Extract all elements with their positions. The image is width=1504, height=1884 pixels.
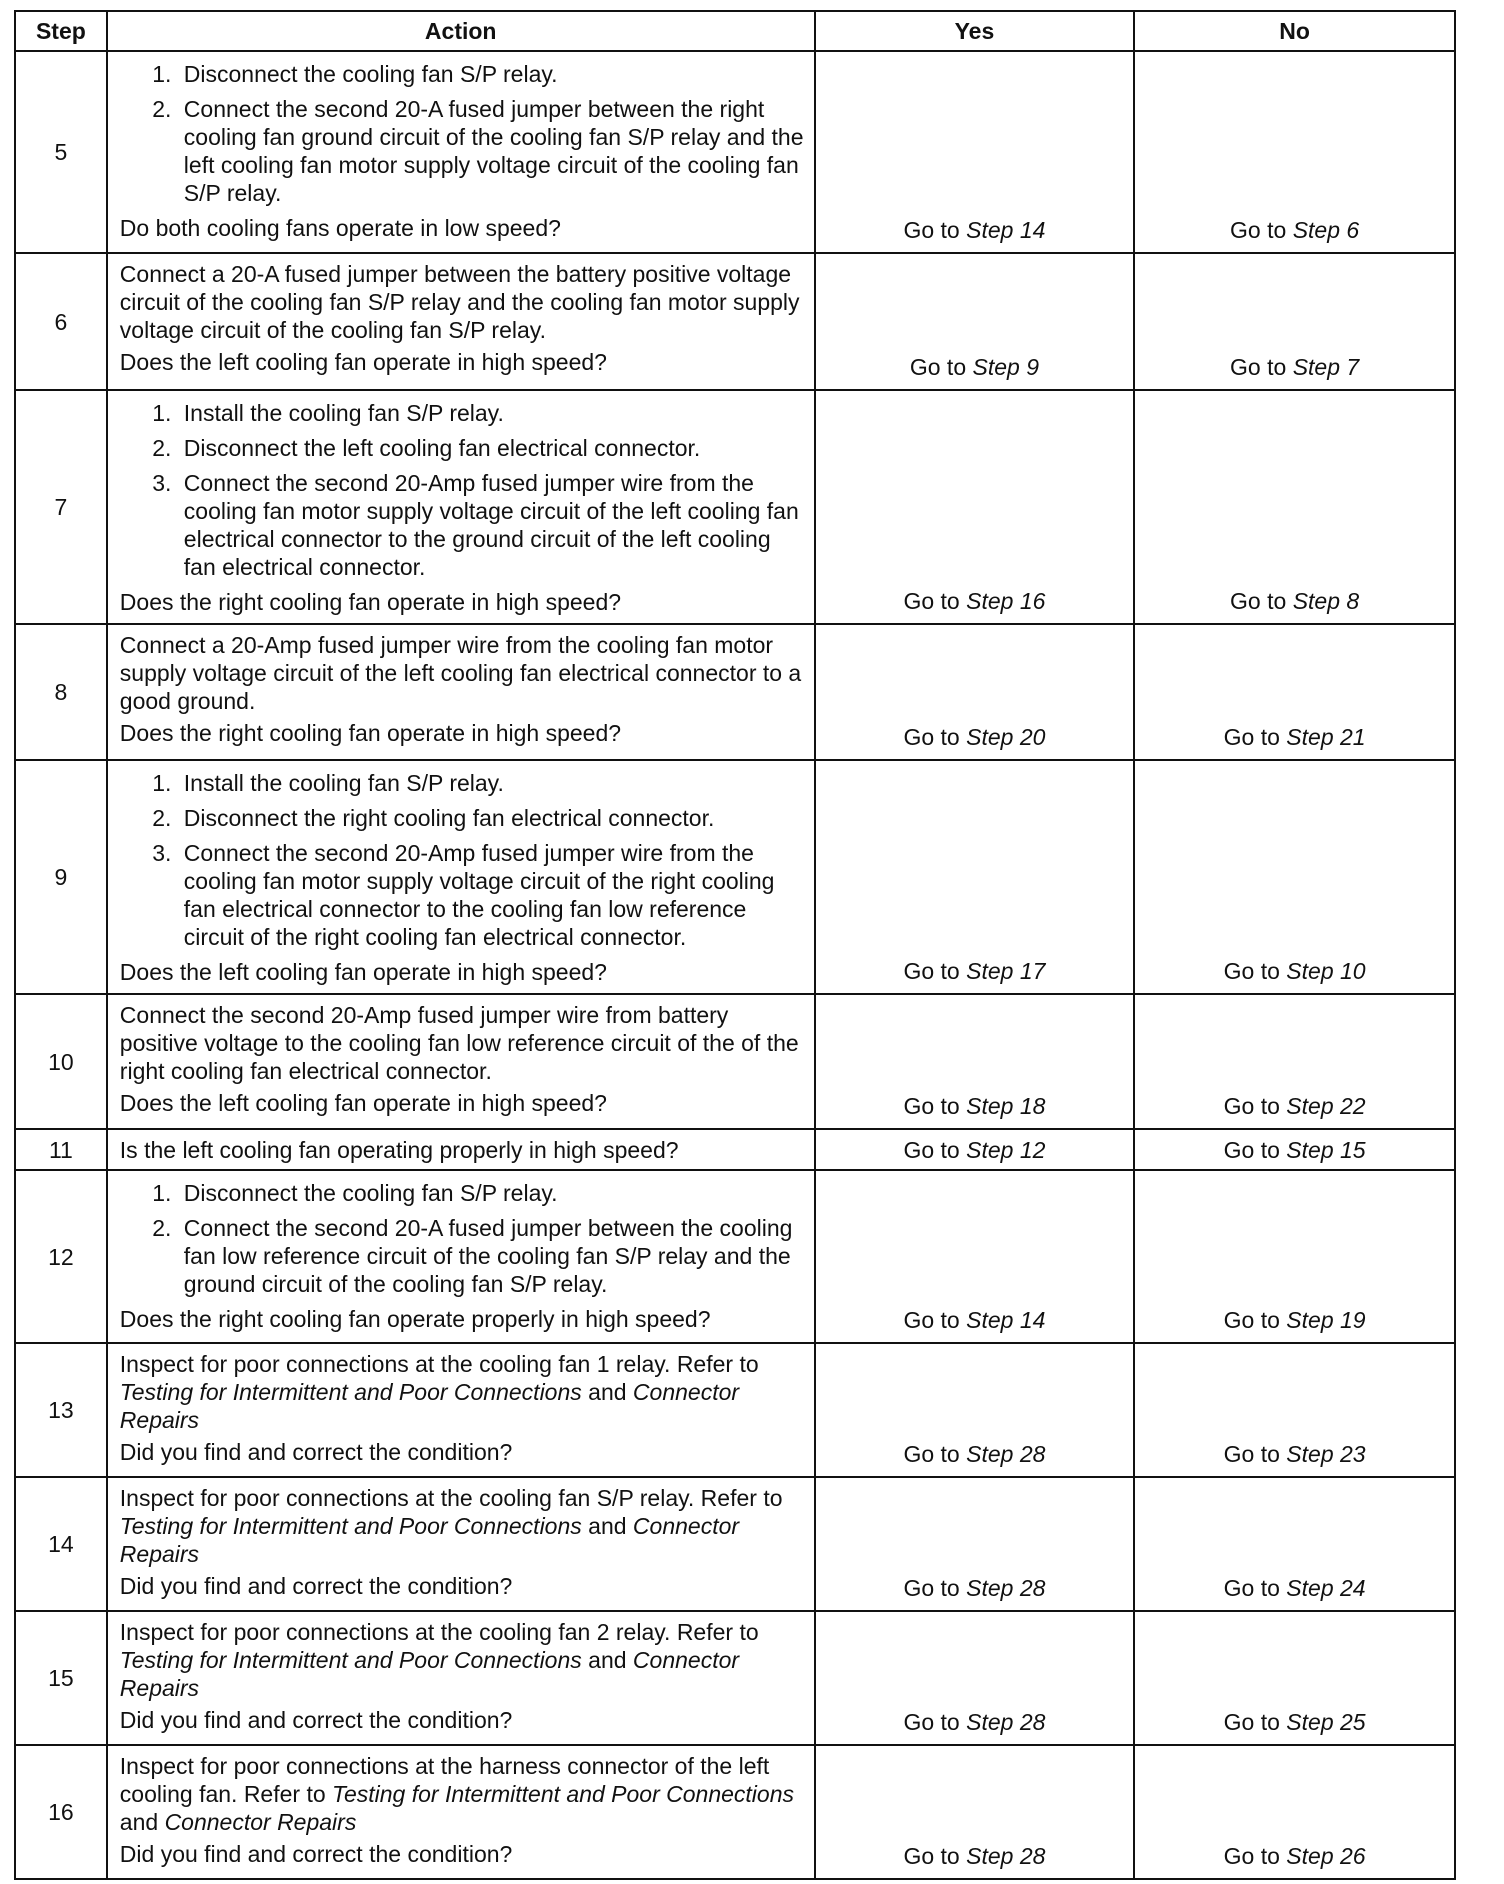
goto-text: Go to	[1230, 354, 1287, 380]
action-cell	[107, 51, 815, 253]
step-link: Step 15	[1286, 1136, 1366, 1163]
step-link: Step 8	[1292, 588, 1360, 614]
action-cell	[107, 1170, 815, 1343]
reference-link: Testing for Intermittent and Poor Connections	[119, 1379, 582, 1405]
yes-cell	[815, 1477, 1135, 1611]
goto-text: Go to	[903, 1843, 960, 1869]
action-text	[120, 1618, 804, 1702]
goto-text: Go to	[909, 354, 967, 380]
table-row	[15, 1343, 1455, 1477]
step-link: Step 6	[1292, 217, 1360, 243]
conjunction: and	[119, 1809, 159, 1835]
yes-cell	[815, 760, 1135, 994]
action-list	[120, 769, 804, 951]
action-text	[120, 1752, 804, 1836]
yes-cell	[815, 253, 1135, 390]
question: Did you find and correct the condition?	[119, 1707, 513, 1733]
step-link: Step 28	[966, 1441, 1046, 1467]
action-text	[120, 1484, 804, 1568]
no-cell	[1134, 624, 1455, 760]
step-number: 6	[15, 253, 107, 390]
goto-text: Go to	[903, 1307, 960, 1333]
conjunction: and	[588, 1647, 627, 1673]
action-text: Connect a 20-A fused jumper between the battery positive voltage circuit of the cooling fan S/P relay and the cooling fan motor supply voltage circuit of the cooling fan S/P relay.	[119, 261, 800, 343]
list-item: 3. Connect the second 20-Amp fused jumper wire from the cooling fan motor supply voltage circuit of the left cooling fan electrical connector to the ground circuit of the left cooling fan electrical connector.	[178, 469, 804, 581]
step-link: Step 23	[1286, 1441, 1366, 1467]
question: Did you find and correct the condition?	[119, 1841, 513, 1867]
step-number: 13	[15, 1343, 107, 1477]
yes-cell	[815, 51, 1135, 253]
list-item: 1. Disconnect the cooling fan S/P relay.	[178, 1179, 804, 1207]
conjunction: and	[588, 1379, 627, 1405]
question: Does the left cooling fan operate in high speed?	[119, 349, 607, 375]
goto-text: Go to	[903, 588, 960, 614]
goto-text: Go to	[903, 1136, 960, 1163]
no-cell	[1134, 51, 1455, 253]
goto-text: Go to	[1230, 217, 1287, 243]
step-number: 5	[15, 51, 107, 253]
yes-cell	[815, 390, 1135, 624]
reference-link: Connector Repairs	[119, 1379, 740, 1433]
question: Did you find and correct the condition?	[119, 1573, 513, 1599]
yes-cell	[815, 1745, 1135, 1879]
action-cell	[107, 760, 815, 994]
table-row	[15, 390, 1455, 624]
question: Do both cooling fans operate in low speed?	[119, 215, 561, 241]
yes-cell	[815, 994, 1135, 1129]
header-no: No	[1134, 11, 1455, 51]
action-list	[120, 60, 804, 207]
no-cell	[1134, 1477, 1455, 1611]
no-cell	[1134, 760, 1455, 994]
goto-text: Go to	[1223, 1575, 1280, 1601]
no-cell	[1134, 1611, 1455, 1745]
list-item: 1. Install the cooling fan S/P relay.	[178, 399, 804, 427]
reference-link: Connector Repairs	[119, 1647, 740, 1701]
table-row	[15, 1477, 1455, 1611]
goto-text: Go to	[1223, 724, 1280, 750]
goto-text: Go to	[903, 1575, 960, 1601]
action-text: Connect a 20-Amp fused jumper wire from the cooling fan motor supply voltage circuit of the left cooling fan electrical connector to a good ground.	[119, 632, 802, 714]
question: Does the right cooling fan operate in high speed?	[119, 720, 622, 746]
action-cell	[107, 994, 815, 1129]
question: Is the left cooling fan operating properly in high speed?	[119, 1136, 679, 1163]
step-link: Step 28	[966, 1709, 1046, 1735]
step-link: Step 18	[966, 1093, 1046, 1119]
question: Does the right cooling fan operate properly in high speed?	[119, 1306, 711, 1332]
list-item: 2. Disconnect the right cooling fan electrical connector.	[178, 804, 804, 832]
table-row	[15, 253, 1455, 390]
action-cell	[107, 253, 815, 390]
step-link: Step 28	[966, 1575, 1046, 1601]
goto-text: Go to	[1223, 1843, 1280, 1869]
step-link: Step 9	[972, 354, 1040, 380]
step-number: 12	[15, 1170, 107, 1343]
table-row	[15, 1745, 1455, 1879]
question: Does the left cooling fan operate in high speed?	[119, 959, 607, 985]
table-row	[15, 624, 1455, 760]
goto-text: Go to	[903, 1441, 960, 1467]
no-cell	[1134, 994, 1455, 1129]
step-link: Step 17	[966, 958, 1046, 984]
action-cell	[107, 1343, 815, 1477]
inspect-text: Inspect for poor connections at the harness connector of the left cooling fan. Refer to	[119, 1753, 770, 1807]
table-row	[15, 1129, 1455, 1170]
inspect-text: Inspect for poor connections at the cooling fan 2 relay. Refer to	[119, 1619, 759, 1645]
yes-cell	[815, 1129, 1135, 1170]
step-number: 7	[15, 390, 107, 624]
step-link: Step 16	[966, 588, 1046, 614]
question: Does the left cooling fan operate in high speed?	[119, 1090, 607, 1116]
question: Does the right cooling fan operate in high speed?	[119, 589, 622, 615]
inspect-text: Inspect for poor connections at the cooling fan 1 relay. Refer to	[119, 1351, 759, 1377]
step-number: 11	[15, 1129, 107, 1170]
action-cell	[107, 1477, 815, 1611]
list-item: 2. Connect the second 20-A fused jumper between the right cooling fan ground circuit of the cooling fan S/P relay and the left cooling fan motor supply voltage circuit of the cooling fan S/P relay.	[178, 95, 804, 207]
header-step: Step	[15, 11, 107, 51]
table-row	[15, 760, 1455, 994]
action-cell	[107, 390, 815, 624]
question: Did you find and correct the condition?	[119, 1439, 513, 1465]
no-cell	[1134, 253, 1455, 390]
step-link: Step 7	[1292, 354, 1360, 380]
step-link: Step 14	[966, 1307, 1046, 1333]
no-cell	[1134, 1129, 1455, 1170]
goto-text: Go to	[903, 724, 960, 750]
action-cell	[107, 1129, 815, 1170]
conjunction: and	[588, 1513, 627, 1539]
action-text: Connect the second 20-Amp fused jumper wire from battery positive voltage to the cooling fan low reference circuit of the of the right cooling fan electrical connector.	[119, 1002, 799, 1084]
diagnostic-table-container	[14, 10, 1456, 1872]
step-link: Step 21	[1286, 724, 1366, 750]
header-row	[15, 11, 1455, 51]
step-link: Step 12	[966, 1136, 1046, 1163]
table-row	[15, 1611, 1455, 1745]
table-row	[15, 51, 1455, 253]
step-link: Step 28	[966, 1843, 1046, 1869]
action-cell	[107, 1745, 815, 1879]
table-row	[15, 1170, 1455, 1343]
goto-text: Go to	[1230, 588, 1287, 614]
no-cell	[1134, 1343, 1455, 1477]
list-item: 1. Install the cooling fan S/P relay.	[178, 769, 804, 797]
goto-text: Go to	[1223, 958, 1280, 984]
diagnostic-table	[14, 10, 1456, 1880]
action-list	[120, 399, 804, 581]
step-number: 8	[15, 624, 107, 760]
goto-text: Go to	[1223, 1709, 1280, 1735]
yes-cell	[815, 1343, 1135, 1477]
action-cell	[107, 1611, 815, 1745]
step-link: Step 20	[966, 724, 1046, 750]
list-item: 1. Disconnect the cooling fan S/P relay.	[178, 60, 804, 88]
goto-text: Go to	[1223, 1441, 1280, 1467]
step-number: 14	[15, 1477, 107, 1611]
goto-text: Go to	[903, 1709, 960, 1735]
table-row	[15, 994, 1455, 1129]
header-action: Action	[107, 11, 815, 51]
list-item: 2. Disconnect the left cooling fan electrical connector.	[178, 434, 804, 462]
step-number: 15	[15, 1611, 107, 1745]
no-cell	[1134, 1745, 1455, 1879]
goto-text: Go to	[1223, 1093, 1280, 1119]
step-link: Step 25	[1286, 1709, 1366, 1735]
step-number: 9	[15, 760, 107, 994]
header-yes: Yes	[815, 11, 1135, 51]
goto-text: Go to	[903, 958, 960, 984]
action-cell	[107, 624, 815, 760]
goto-text: Go to	[1223, 1307, 1280, 1333]
reference-link: Testing for Intermittent and Poor Connections	[119, 1513, 582, 1539]
step-link: Step 14	[966, 217, 1046, 243]
step-link: Step 24	[1286, 1575, 1366, 1601]
step-link: Step 22	[1286, 1093, 1366, 1119]
goto-text: Go to	[903, 1093, 960, 1119]
list-item: 2. Connect the second 20-A fused jumper between the cooling fan low reference circuit of the cooling fan S/P relay and the ground circuit of the cooling fan S/P relay.	[178, 1214, 804, 1298]
action-text	[120, 1350, 804, 1434]
yes-cell	[815, 1611, 1135, 1745]
step-link: Step 19	[1286, 1307, 1366, 1333]
step-number: 10	[15, 994, 107, 1129]
inspect-text: Inspect for poor connections at the cooling fan S/P relay. Refer to	[119, 1485, 783, 1511]
reference-link: Connector Repairs	[164, 1809, 357, 1835]
list-item: 3. Connect the second 20-Amp fused jumper wire from the cooling fan motor supply voltage circuit of the right cooling fan electrical connector to the cooling fan low reference circuit of the right cooling fan electrical connector.	[178, 839, 804, 951]
step-link: Step 26	[1286, 1843, 1366, 1869]
action-list	[120, 1179, 804, 1298]
step-link: Step 10	[1286, 958, 1366, 984]
step-number: 16	[15, 1745, 107, 1879]
reference-link: Testing for Intermittent and Poor Connections	[332, 1781, 794, 1807]
yes-cell	[815, 624, 1135, 760]
reference-link: Connector Repairs	[119, 1513, 740, 1567]
no-cell	[1134, 390, 1455, 624]
yes-cell	[815, 1170, 1135, 1343]
no-cell	[1134, 1170, 1455, 1343]
goto-text: Go to	[903, 217, 960, 243]
goto-text: Go to	[1223, 1136, 1280, 1163]
reference-link: Testing for Intermittent and Poor Connections	[119, 1647, 582, 1673]
